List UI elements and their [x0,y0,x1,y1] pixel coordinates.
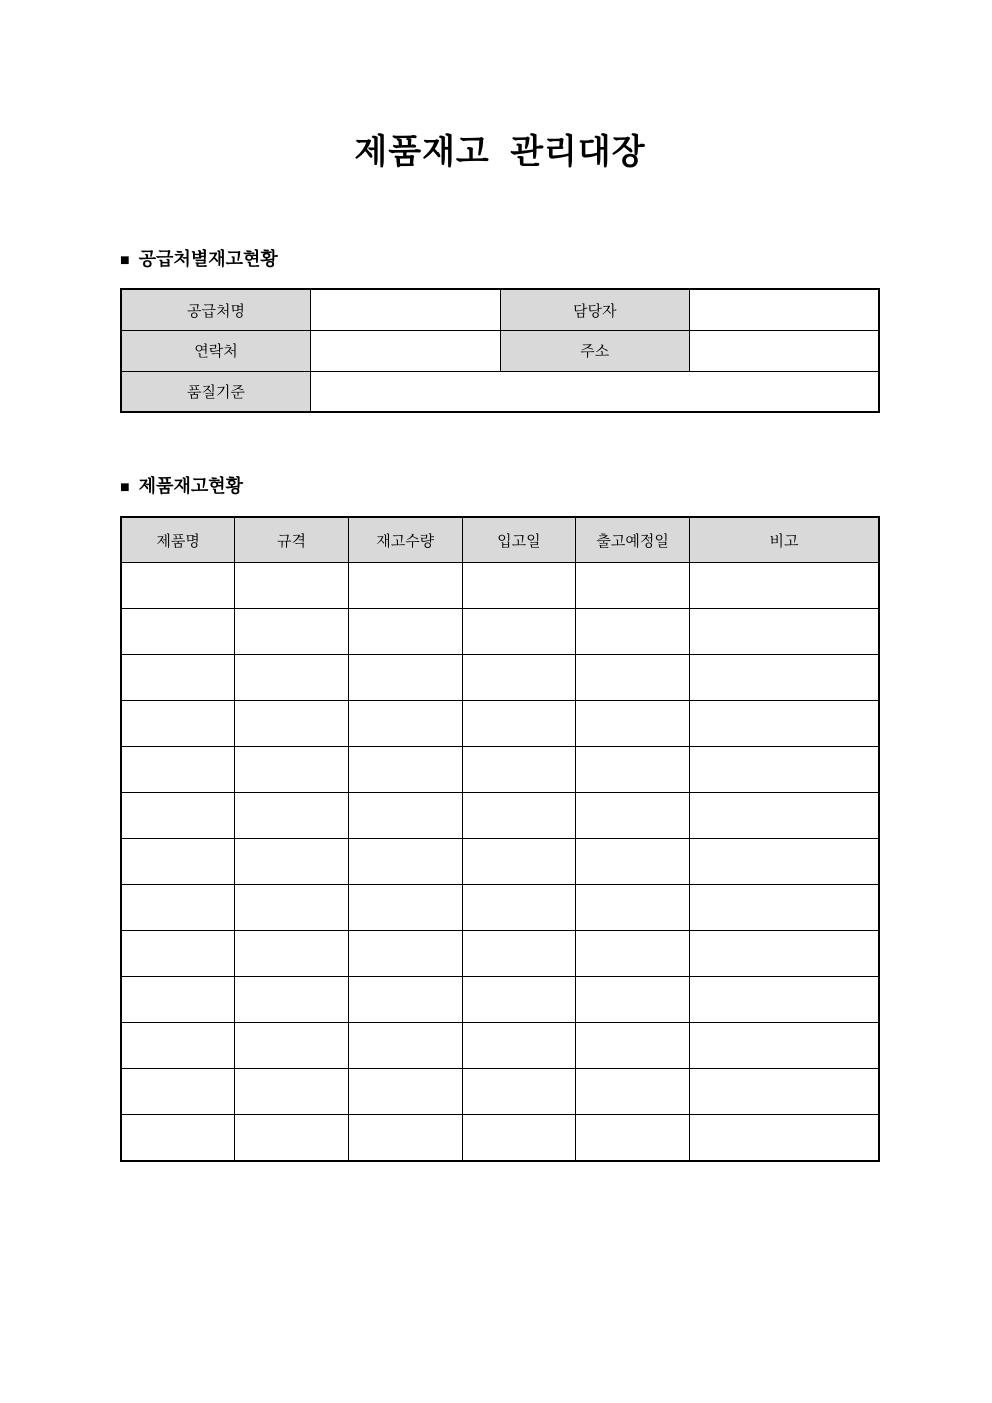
inventory-empty-cell [576,747,690,793]
column-header-spec: 규격 [235,517,349,563]
inventory-empty-cell [121,563,235,609]
inventory-empty-cell [689,839,879,885]
inventory-empty-cell [121,885,235,931]
inventory-empty-cell [576,839,690,885]
inventory-empty-cell [235,701,349,747]
inventory-empty-cell [689,793,879,839]
inventory-section-heading [120,476,880,498]
inventory-empty-cell [462,839,576,885]
supplier-table [120,288,880,413]
inventory-empty-cell [348,747,462,793]
supplier-section [120,249,880,414]
inventory-empty-cell [689,609,879,655]
inventory-empty-cell [348,931,462,977]
inventory-empty-cell [689,1069,879,1115]
inventory-empty-cell [462,609,576,655]
inventory-empty-cell [348,1069,462,1115]
inventory-empty-cell [576,885,690,931]
inventory-empty-cell [235,839,349,885]
inventory-empty-cell [689,931,879,977]
inventory-empty-cell [462,793,576,839]
inventory-empty-cell [121,747,235,793]
inventory-empty-cell [348,655,462,701]
inventory-empty-cell [235,609,349,655]
inventory-empty-cell [689,977,879,1023]
inventory-empty-cell [348,977,462,1023]
square-bullet-icon: ■ [120,479,130,497]
inventory-empty-row [121,839,879,885]
inventory-empty-cell [121,1069,235,1115]
inventory-empty-cell [121,1115,235,1161]
inventory-empty-row [121,655,879,701]
supplier-section-title: 공급처별재고현황 [138,248,278,269]
inventory-empty-cell [121,931,235,977]
inventory-empty-row [121,701,879,747]
inventory-empty-row [121,1069,879,1115]
inventory-empty-cell [348,563,462,609]
inventory-empty-cell [689,563,879,609]
inventory-empty-cell [689,747,879,793]
inventory-empty-cell [235,655,349,701]
inventory-empty-cell [689,885,879,931]
inventory-empty-cell [348,885,462,931]
inventory-empty-cell [348,1023,462,1069]
inventory-empty-cell [462,655,576,701]
inventory-empty-cell [121,609,235,655]
inventory-empty-cell [576,1069,690,1115]
inventory-empty-cell [462,563,576,609]
inventory-empty-cell [462,1115,576,1161]
field-value-address [690,330,880,371]
inventory-empty-cell [348,839,462,885]
inventory-empty-cell [235,1023,349,1069]
supplier-table-row [121,289,879,330]
inventory-table [120,516,880,1162]
inventory-table-body [121,563,879,1161]
inventory-empty-cell [235,977,349,1023]
inventory-empty-cell [576,977,690,1023]
inventory-empty-cell [576,931,690,977]
inventory-empty-cell [235,1069,349,1115]
field-label-supplier-name: 공급처명 [121,289,311,330]
inventory-empty-cell [576,793,690,839]
inventory-empty-cell [576,1115,690,1161]
field-label-quality-standard: 품질기준 [121,371,311,412]
column-header-outbound-date: 출고예정일 [576,517,690,563]
inventory-empty-row [121,563,879,609]
inventory-empty-cell [348,609,462,655]
inventory-empty-cell [235,885,349,931]
inventory-empty-cell [121,977,235,1023]
square-bullet-icon: ■ [120,251,130,269]
inventory-empty-row [121,609,879,655]
inventory-empty-row [121,1023,879,1069]
inventory-empty-cell [576,609,690,655]
inventory-empty-row [121,747,879,793]
inventory-empty-row [121,977,879,1023]
inventory-section-title: 제품재고현황 [138,476,243,497]
inventory-empty-cell [576,701,690,747]
inventory-empty-cell [462,931,576,977]
field-value-quality-standard [311,371,880,412]
inventory-empty-cell [689,701,879,747]
inventory-header-row [121,517,879,563]
page-title: 제품재고 관리대장 [354,133,646,171]
inventory-empty-row [121,1115,879,1161]
inventory-empty-cell [576,563,690,609]
inventory-empty-cell [689,1115,879,1161]
column-header-inbound-date: 입고일 [462,517,576,563]
inventory-empty-cell [462,747,576,793]
inventory-empty-cell [348,793,462,839]
field-value-contact [311,330,501,371]
supplier-section-heading [120,249,880,271]
column-header-stock-qty: 재고수량 [348,517,462,563]
column-header-remarks: 비고 [689,517,879,563]
inventory-empty-cell [576,1023,690,1069]
inventory-empty-cell [689,1023,879,1069]
field-value-supplier-name [311,289,501,330]
inventory-empty-cell [121,1023,235,1069]
inventory-empty-cell [462,977,576,1023]
inventory-empty-cell [235,563,349,609]
inventory-empty-row [121,931,879,977]
field-label-contact: 연락처 [121,330,311,371]
inventory-empty-cell [121,793,235,839]
inventory-empty-cell [235,747,349,793]
inventory-empty-cell [121,839,235,885]
field-value-manager [690,289,880,330]
column-header-product-name: 제품명 [121,517,235,563]
field-label-address: 주소 [500,330,690,371]
field-label-manager: 담당자 [500,289,690,330]
inventory-empty-cell [689,655,879,701]
inventory-section [120,476,880,1162]
inventory-empty-cell [235,1115,349,1161]
inventory-empty-cell [121,701,235,747]
inventory-empty-cell [348,1115,462,1161]
inventory-empty-cell [576,655,690,701]
supplier-table-row [121,330,879,371]
inventory-empty-row [121,885,879,931]
inventory-empty-cell [462,701,576,747]
inventory-empty-cell [462,885,576,931]
inventory-empty-cell [235,931,349,977]
inventory-empty-row [121,793,879,839]
document-page [120,0,880,1162]
inventory-empty-cell [462,1023,576,1069]
inventory-empty-cell [348,701,462,747]
supplier-table-row [121,371,879,412]
inventory-empty-cell [235,793,349,839]
inventory-empty-cell [121,655,235,701]
inventory-empty-cell [462,1069,576,1115]
